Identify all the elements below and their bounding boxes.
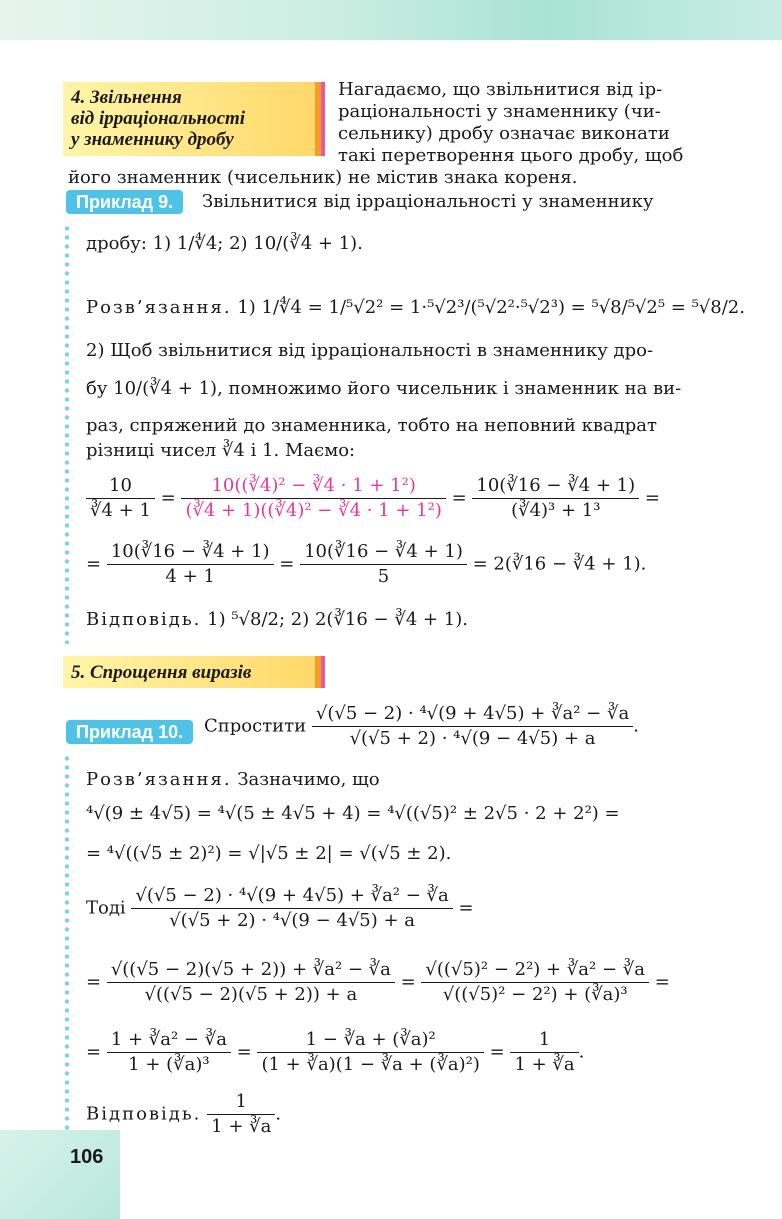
step2b-fraction: $\frac{\text{√((√5)² − 2²) + ∛a² − ∛a}}{\text{√((√5)² − 2²) + (∛a)³}}$ (421, 958, 649, 1007)
section-4-header (63, 82, 321, 156)
step2a-fraction: $\frac{\text{√((√5 − 2)(√5 + 2)) + ∛a² − ∛a}}{√((√5 - 2)(√5 + 2)) + a}$ (107, 958, 395, 1007)
solution-1-expression: 1) 1/∜4 = 1/⁵√2² = 1·⁵√2³/(⁵√2²·⁵√2³) = ⁵√8/⁵√2⁵ = ⁵√8/2. (237, 297, 745, 318)
equation-2: = $\frac{10(∛16 - ∛4 + 1)}{4 + 1}$ = $\frac{10(∛16 - ∛4 + 1)}{5}$ = 2(∛16 − ∛4 + 1). (86, 541, 647, 587)
example-9-dotted-rule (64, 224, 70, 644)
intro-line1: Нагадаємо, що звільнитися від ір- (338, 79, 663, 100)
solution-2-line2: бу 10/(∛4 + 1), помножимо його чисельник і знаменник на ви- (86, 378, 682, 399)
example-10-step2: = $\frac{\text{√((√5 − 2)(√5 + 2)) + ∛a² − ∛a}}{√((√5 - 2)(√5 + 2)) + a}$ = $\frac{\text{√((√5)² − 2²) + ∛a² − ∛a}}{\text{√((√5)² − 2²) + (∛a)³}}$ = (86, 959, 670, 1005)
page-number: 106 (70, 1146, 104, 1168)
example-9-answer (86, 608, 468, 632)
eq1-lhs-fraction: $\frac{10}{∛4 + 1}$ (86, 474, 155, 523)
step3a-fraction: $\frac{\text{1 + ∛a² − ∛a}}{\text{1 + (∛a)³}}$ (107, 1028, 231, 1077)
example-9-badge: Приклад 9. (66, 190, 183, 214)
section-4-title-line2: від ірраціональності (71, 108, 246, 129)
top-decorative-band (0, 0, 782, 40)
example-10-task: Спростити $\frac{\text{√(√5 − 2) · ⁴√(9 + 4√5) + ∛a² − ∛a}}{\text{√(√5 + 2) · ⁴√(9 − 4√5) + a}}$ . (204, 703, 639, 749)
answer-label: Відповідь. (86, 609, 202, 630)
step1-fraction: $\frac{\text{√(√5 − 2) · ⁴√(9 + 4√5) + ∛a² − ∛a}}{\text{√(√5 + 2) · ⁴√(9 − 4√5) + a}}$ (131, 884, 452, 933)
example-10-answer: Відповідь. $\frac{1}{1 + ∛a}$ . (86, 1091, 282, 1137)
example-9-solution-1 (86, 296, 745, 320)
task-fraction: $\frac{\text{√(√5 − 2) · ⁴√(9 + 4√5) + ∛a² − ∛a}}{\text{√(√5 + 2) · ⁴√(9 − 4√5) + a}}$ (312, 702, 633, 751)
intro-line3: сельнику) дробу означає виконати (338, 123, 670, 144)
section-4-title-line1: 4. Звільнення (71, 87, 182, 108)
bottom-left-decorative-band (0, 1130, 120, 1219)
eq2-result: = 2(∛16 − ∛4 + 1). (472, 553, 647, 575)
answer-fraction: $\frac{1}{1 + ∛a}$ (207, 1090, 275, 1139)
example-10-dotted-rule (64, 754, 70, 1134)
intro-line5: його знаменник (чисельник) не містив знака кореня. (68, 167, 578, 188)
step3b-fraction: $\frac{\text{1 − ∛a + (∛a)²}}{\text{(1 + ∛a)(1 − ∛a + (∛a)²)}}$ (257, 1028, 483, 1077)
solution-2-line3: раз, спряжений до знаменника, тобто на неповний квадрат (86, 415, 657, 436)
intro-line4: такі перетворення цього дробу, щоб (338, 145, 684, 166)
example-10-step1: Тоді $\frac{\text{√(√5 − 2) · ⁴√(9 + 4√5) + ∛a² − ∛a}}{\text{√(√5 + 2) · ⁴√(9 − 4√5) + a}}$ = (86, 885, 474, 931)
solution-2-line4: різниці чисел ∛4 і 1. Маємо: (86, 440, 356, 461)
example-10-solution-intro: Розв’язання. Зазначимо, що (86, 769, 380, 790)
example-10-badge: Приклад 10. (66, 720, 193, 744)
answer-value: 1) ⁵√8/2; 2) 2(∛16 − ∛4 + 1). (207, 609, 468, 630)
eq1-middle-fraction: $\frac{\text{10((∛4)² − ∛4 · 1 + 1²)}}{\text{(∛4 + 1)((∛4)² − ∛4 · 1 + 1²)}}$ (181, 474, 445, 523)
step3c-fraction: $\frac{1}{1 + ∛a}$ (510, 1028, 578, 1077)
section-5-header (63, 656, 321, 688)
eq1-rhs-fraction: $\frac{10(∛16 - ∛4 + 1)}{\text{(∛4)³ + 1³}}$ (472, 474, 639, 523)
solution-2-line1: 2) Щоб звільнитися від ірраціональності в знаменнику дро- (86, 340, 654, 361)
example-10-line2: = ⁴√((√5 ± 2)²) = √|√5 ± 2| = √(√5 ± 2). (86, 843, 452, 864)
example-10-step3: = $\frac{\text{1 + ∛a² − ∛a}}{\text{1 + (∛a)³}}$ = $\frac{\text{1 − ∛a + (∛a)²}}{\text{(1 + ∛a)(1 − ∛a + (∛a)²)}}$ = $\frac{1}{1 + ∛a}$ . (86, 1029, 585, 1075)
equation-1: $\frac{10}{∛4 + 1}$ = $\frac{\text{10((∛4)² − ∛4 · 1 + 1²)}}{\text{(∛4 + 1)((∛4)² − ∛4 · 1 + 1²)}}$ = $\frac{10(∛16 - ∛4 + 1)}{\text{(∛4)³ + 1³}}$ = (86, 474, 660, 523)
example-9-task: Звільнитися від ірраціональності у знаменнику (202, 191, 654, 212)
task-word: Спростити (204, 715, 307, 737)
section-4-title-line3: у знаменнику дробу (71, 129, 234, 150)
intro-line2: раціональності у знаменнику (чи- (338, 101, 661, 122)
eq2-fraction-b: $\frac{10(∛16 - ∛4 + 1)}{5}$ (300, 540, 467, 589)
section-5-title: 5. Спрощення виразів (71, 662, 252, 683)
solution-label: Розв’язання. (86, 297, 232, 318)
eq2-fraction-a: $\frac{10(∛16 - ∛4 + 1)}{4 + 1}$ (107, 540, 274, 589)
example-10-line1: ⁴√(9 ± 4√5) = ⁴√(5 ± 4√5 + 4) = ⁴√((√5)² ± 2√5 · 2 + 2²) = (86, 803, 620, 824)
example-9-task-line2: дробу: 1) 1/∜4; 2) 10/(∛4 + 1). (86, 233, 363, 254)
